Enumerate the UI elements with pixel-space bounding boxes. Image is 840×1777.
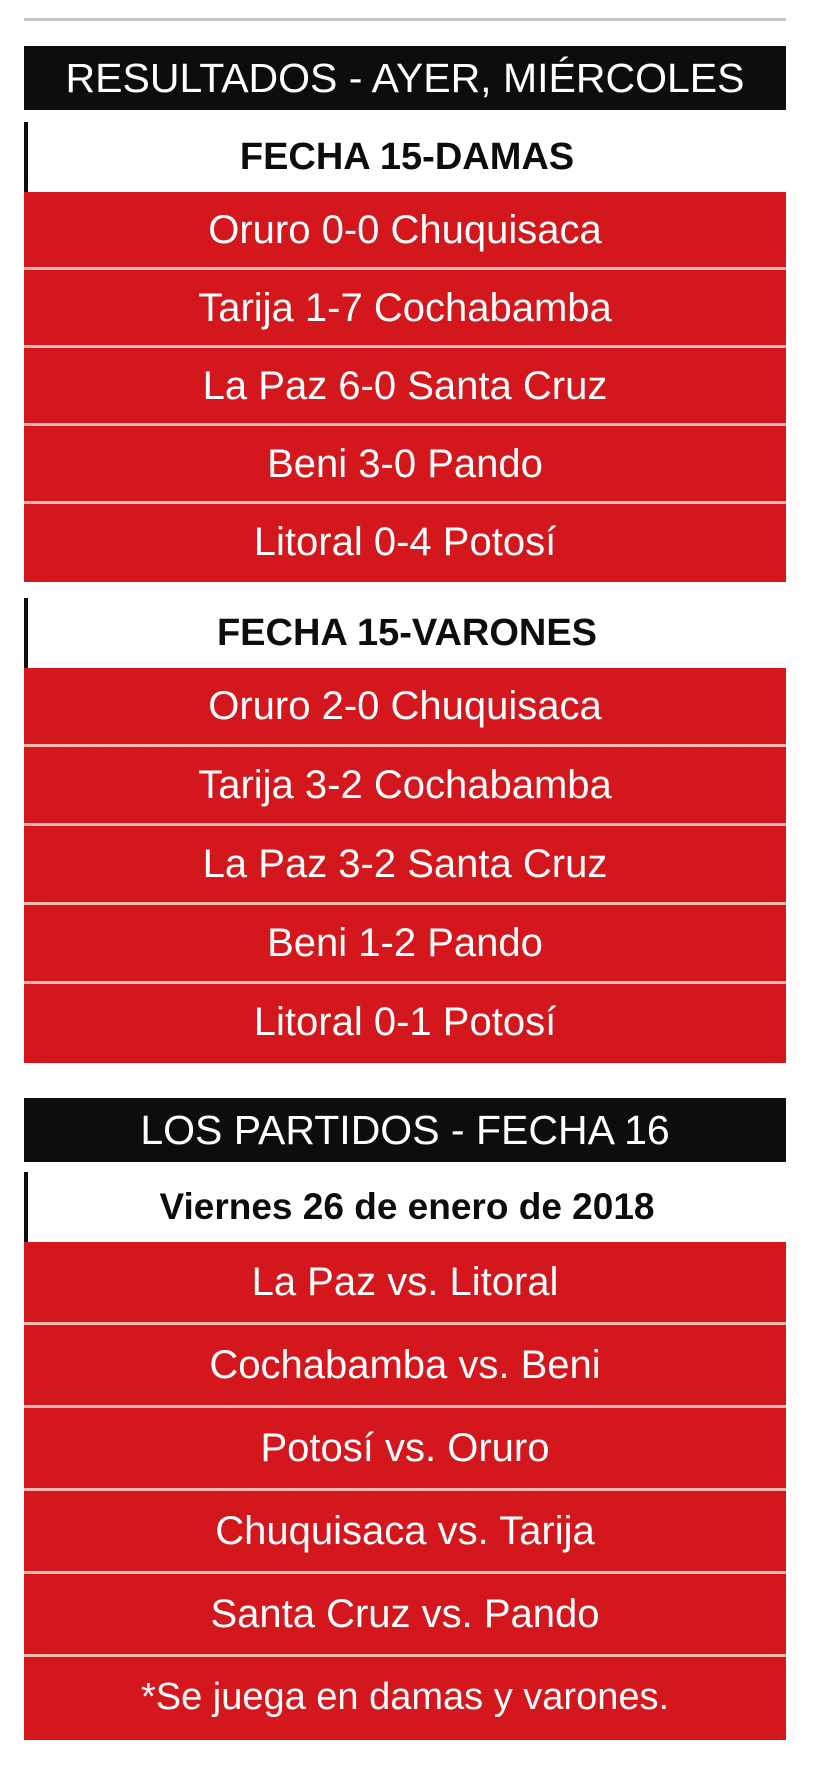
- fixtures-date: Viernes 26 de enero de 2018: [24, 1172, 786, 1242]
- result-row: Litoral 0-4 Potosí: [24, 504, 786, 582]
- varones-header: FECHA 15-VARONES: [24, 598, 786, 668]
- fixtures-list: [24, 1242, 786, 1740]
- result-row: Oruro 2-0 Chuquisaca: [24, 668, 786, 747]
- varones-results-list: [24, 668, 786, 1063]
- result-row: Beni 3-0 Pando: [24, 426, 786, 504]
- result-row: Tarija 3-2 Cochabamba: [24, 747, 786, 826]
- fixture-row: La Paz vs. Litoral: [24, 1242, 786, 1325]
- fixture-row: Santa Cruz vs. Pando: [24, 1574, 786, 1657]
- damas-header: FECHA 15-DAMAS: [24, 122, 786, 192]
- top-rule: [24, 18, 786, 21]
- result-row: Beni 1-2 Pando: [24, 905, 786, 984]
- result-row: Tarija 1-7 Cochabamba: [24, 270, 786, 348]
- result-row: Litoral 0-1 Potosí: [24, 984, 786, 1063]
- results-header: RESULTADOS - AYER, MIÉRCOLES: [24, 46, 786, 110]
- result-row: Oruro 0-0 Chuquisaca: [24, 192, 786, 270]
- fixture-row: Potosí vs. Oruro: [24, 1408, 786, 1491]
- fixture-row: Chuquisaca vs. Tarija: [24, 1491, 786, 1574]
- damas-results-list: [24, 192, 786, 582]
- result-row: La Paz 6-0 Santa Cruz: [24, 348, 786, 426]
- footnote-row: *Se juega en damas y varones.: [24, 1657, 786, 1740]
- fixtures-header: LOS PARTIDOS - FECHA 16: [24, 1098, 786, 1162]
- result-row: La Paz 3-2 Santa Cruz: [24, 826, 786, 905]
- fixture-row: Cochabamba vs. Beni: [24, 1325, 786, 1408]
